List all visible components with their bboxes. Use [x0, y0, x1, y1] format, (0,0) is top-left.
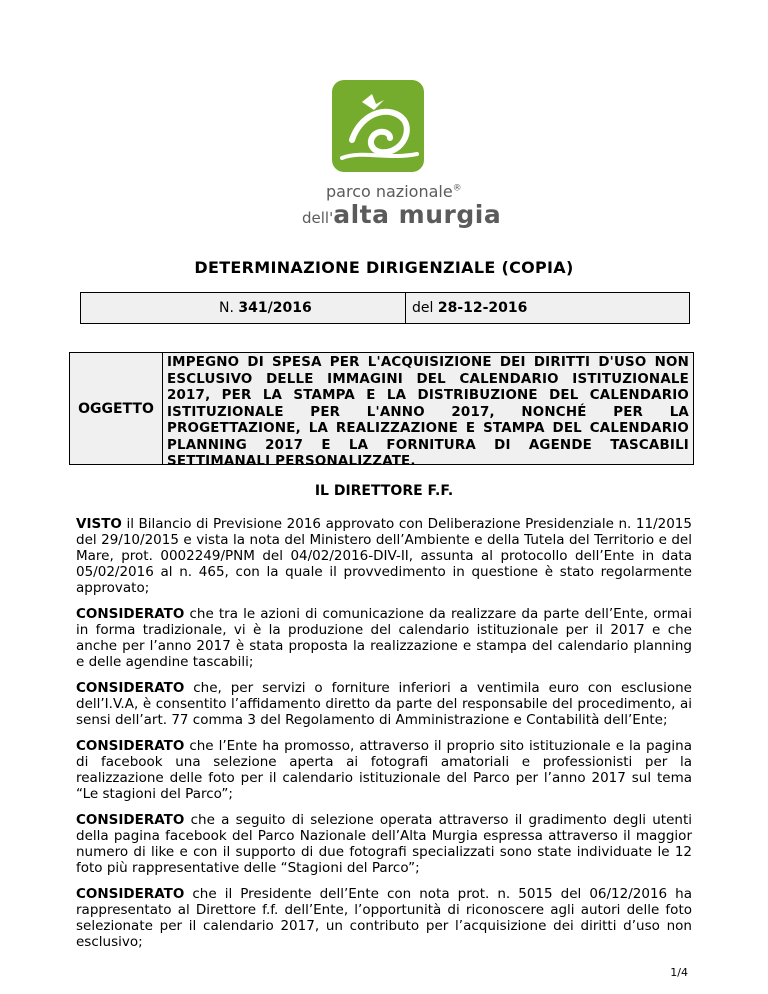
director-heading: IL DIRETTORE F.F.	[314, 483, 454, 499]
logo-reg-mark: ®	[452, 183, 462, 194]
subject-label: OGGETTO	[70, 353, 163, 464]
paragraph: CONSIDERATO che a seguito di selezione operata attraverso il gradimento degli utenti della pagina facebook del Parco Nazionale dell’Alta Murgia espressa attraverso il maggior numero di like e con il supporto di due fotografi specializzati sono state individuate le 12 foto più rappresentative delle “Stagioni del Parco”;	[76, 812, 692, 876]
paragraph: VISTO il Bilancio di Previsione 2016 approvato con Deliberazione Presidenziale n. 11/2015 del 29/10/2015 e vista la nota del Ministero dell’Ambiente e della Tutela del Territorio e del Mare, prot. 0002249/PNM del 04/02/2016-DIV-II, assunta al protocollo dell’Ente in data 05/02/2016 al n. 465, con la quale il provvedimento in questione è stato regolarmente approvato;	[76, 516, 692, 596]
paragraph: CONSIDERATO che tra le azioni di comunicazione da realizzare da parte dell’Ente, ormai in forma tradizionale, vi è la produzione del calendario istituzionale per il 2017 e che anche per l’anno 2017 è stata proposta la realizzazione e stampa del calendario planning e delle agendine tascabili;	[76, 606, 692, 670]
logo-line1: parco nazionale	[326, 182, 453, 201]
subject-box	[69, 352, 694, 469]
number-date-box	[80, 292, 690, 324]
page-number: 1/4	[670, 966, 688, 979]
park-logo	[296, 76, 502, 232]
paragraph: CONSIDERATO che, per servizi o forniture inferiori a ventimila euro con esclusione dell’I.V.A, è consentito l’affidamento diretto da parte del responsabile del procedimento, ai sensi dell’art. 77 comma 3 del Regolamento di Amministrazione e Contabilità dell’Ente;	[76, 680, 692, 728]
paragraph: CONSIDERATO che il Presidente dell’Ente con nota prot. n. 5015 del 06/12/2016 ha rappresentato al Direttore f.f. dell’Ente, l’opportunità di riconoscere agli autori delle foto selezionate per il calendario 2017, un contributo per l’acquisizione dei diritti d’uso non esclusivo;	[76, 886, 692, 950]
bird-cave-logo-icon	[332, 80, 424, 172]
subject-text: IMPEGNO DI SPESA PER L'ACQUISIZIONE DEI DIRITTI D'USO NON ESCLUSIVO DELLE IMMAGINI DEL CALENDARIO ISTITUZIONALE 2017, PER LA STAMPA E LA DISTRIBUZIONE DEL CALENDARIO ISTITUZIONALE PER L'ANNO 2017, NONCHÉ PER LA PROGETTAZIONE, LA REALIZZAZIONE E STAMPA DEL CALENDARIO PLANNING 2017 E LA FORNITURA DI AGENDE TASCABILI SETTIMANALI PERSONALIZZATE.	[167, 355, 689, 469]
logo-name: alta murgia	[333, 200, 502, 229]
document-body	[76, 516, 692, 960]
logo-prefix: dell'	[302, 209, 334, 227]
document-title: DETERMINAZIONE DIRIGENZIALE (COPIA)	[194, 258, 574, 277]
paragraph: CONSIDERATO che l’Ente ha promosso, attraverso il proprio sito istituzionale e la pagina di facebook una selezione aperta ai fotografi amatoriali e professionisti per la realizzazione delle foto per il calendario istituzionale del Parco per l’anno 2017 sul tema “Le stagioni del Parco”;	[76, 738, 692, 802]
date-label: del	[412, 300, 434, 316]
number-label: N.	[219, 300, 234, 316]
number-value: 341/2016	[238, 300, 312, 316]
date-value: 28-12-2016	[437, 300, 528, 316]
